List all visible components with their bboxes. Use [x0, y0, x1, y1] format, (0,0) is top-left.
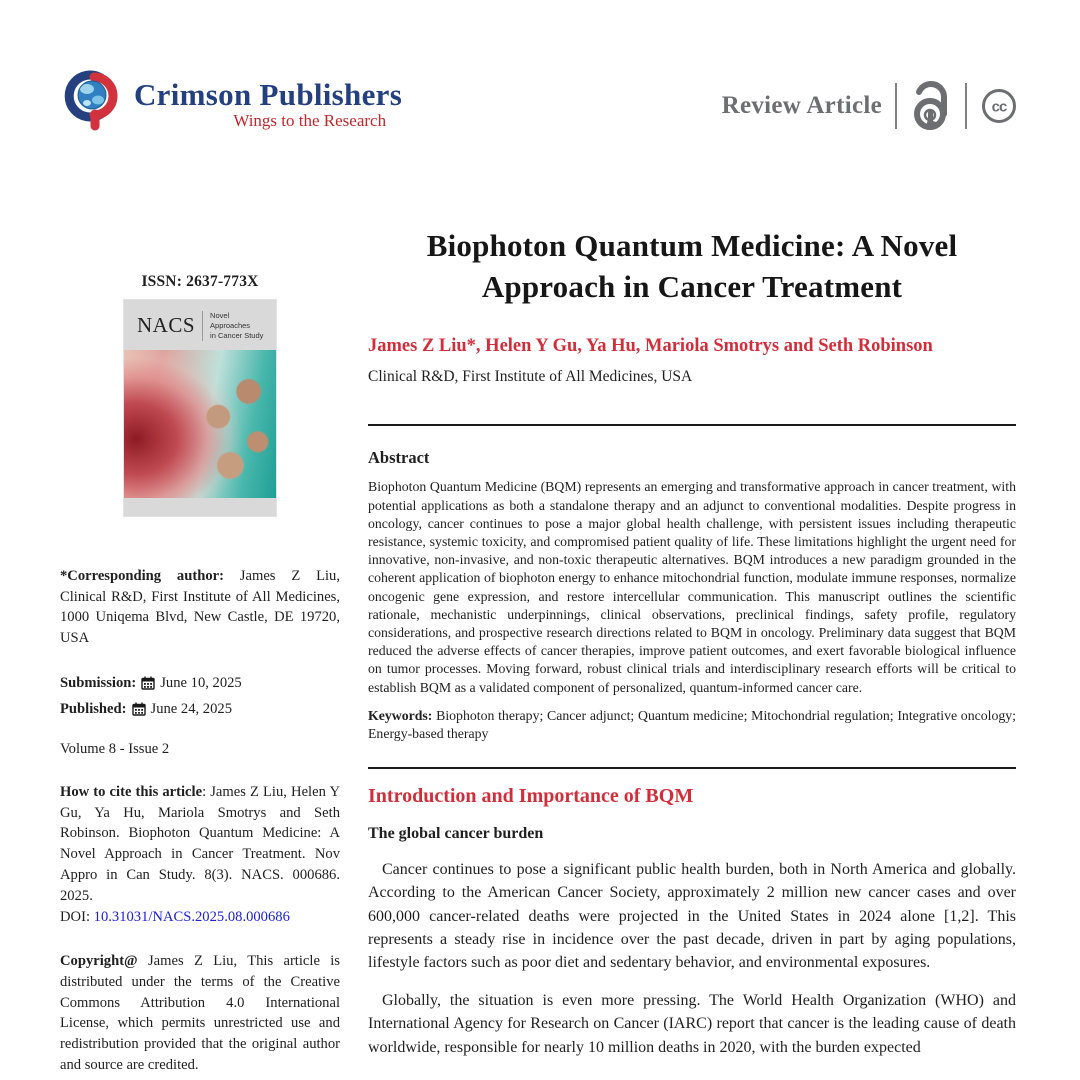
abstract-heading: Abstract	[368, 448, 430, 468]
publisher-tagline: Wings to the Research	[233, 111, 387, 131]
dates-block	[60, 673, 340, 719]
published-date: June 24, 2025	[150, 700, 232, 717]
keywords-label: Keywords:	[368, 707, 433, 723]
content-columns	[60, 225, 1016, 1075]
svg-text:cc: cc	[991, 98, 1007, 116]
publisher-name: Crimson Publishers	[134, 77, 403, 112]
intro-paragraph-1: Cancer continues to pose a significant public health burden, both in North America and globally. According to the American Cancer Society, approximately 2 million new cancer cases and over 600,000 cancer-related deaths were projected in the United States in 2024 alone [1,2]. This represents a steady rise in incidence over the past decade, driven in part by aging populations, lifestyle factors such as poor diet and sedentary behavior, and environmental exposures.	[368, 861, 1016, 972]
journal-cover-divider	[202, 311, 203, 341]
header-right	[722, 80, 1018, 132]
volume-issue: Volume 8 - Issue 2	[60, 741, 170, 758]
article-title: Biophoton Quantum Medicine: A Novel Approach in Cancer Treatment	[426, 228, 958, 305]
keywords-text: Biophoton therapy; Cancer adjunct; Quantum medicine; Mitochondrial regulation; Integrative oncology; Energy-based therapy	[368, 707, 1016, 742]
open-access-icon	[910, 80, 952, 132]
journal-cover-header	[124, 300, 276, 350]
article-affiliation: Clinical R&D, First Institute of All Medicines, USA	[368, 368, 693, 386]
article-type-label: Review Article	[721, 92, 882, 119]
publisher-logo	[60, 64, 402, 134]
published-label: Published:	[60, 700, 127, 717]
citation-block	[60, 782, 340, 906]
sidebar	[60, 225, 340, 1075]
issn-label: ISSN: 2637-773X	[141, 273, 259, 290]
copyright-text: James Z Liu, This article is distributed under the terms of the Creative Commons Attribution 4.0 International License, which permits unrestricted use and redistribution provided that the original author and source are credited.	[60, 953, 340, 1073]
corresponding-author-text: James Z Liu, Clinical R&D, First Institute of All Medicines, 1000 Uniqema Blvd, New Castle, DE 19720, USA	[60, 568, 340, 647]
corresponding-author-label: *Corresponding author:	[60, 568, 224, 584]
abstract-text: Biophoton Quantum Medicine (BQM) represents an emerging and transformative approach in cancer treatment, with potential applications as both a standalone therapy and an adjunct to conventional modalities. Despite progress in oncology, cancer continues to pose a major global health challenge, with persistent issues including therapeutic resistance, systemic toxicity, and compromised patient quality of life. These limitations highlight the urgent need for innovative, non-invasive, and non-toxic therapeutic alternatives. BQM introduces a new paradigm grounded in the coherent application of biophoton energy to enhance mitochondrial function, modulate immune responses, normalize oncogenic gene expression, and restore intercellular communication. This manuscript outlines the scientific rationale, mechanistic underpinnings, clinical observations, preclinical findings, safety profile, regulatory considerations, and prospective research directions related to BQM in oncology. Preliminary data suggest that BQM reduced the adverse effects of cancer therapies, improve patient outcomes, and exert favorable biological influence on tumor processes. Moving forward, robust clinical trials and interdisciplinary research efforts will be critical to establish BQM as a validated component of personalized, quantum-informed cancer care.	[368, 479, 1016, 695]
journal-abbreviation: NACS	[137, 313, 196, 338]
intro-paragraph-2: Globally, the situation is even more pressing. The World Health Organization (WHO) and International Agency for Research on Cancer (IARC) report that cancer is the leading cause of death worldwide, responsible for nearly 10 million deaths in 2020, with the burden expected	[368, 992, 1016, 1056]
article-authors: James Z Liu*, Helen Y Gu, Ya Hu, Mariola Smotrys and Seth Robinson	[368, 336, 933, 357]
header-divider	[895, 83, 897, 129]
citation-text: : James Z Liu, Helen Y Gu, Ya Hu, Mariola Smotrys and Seth Robinson. Biophoton Quantum Medicine: A Novel Approach in Cancer Treatment. Nov Appro in Can Study. 8(3). NACS. 000686. 2025.	[60, 784, 340, 904]
corresponding-author-block	[60, 566, 340, 649]
journal-cover-block	[118, 271, 282, 516]
journal-cover-footer	[124, 498, 276, 516]
intro-section-heading: Introduction and Importance of BQM	[368, 785, 694, 808]
calendar-icon	[141, 676, 155, 690]
copyright-label: Copyright@	[60, 953, 138, 970]
header-divider	[965, 83, 967, 129]
submission-line	[60, 673, 340, 694]
article-main	[368, 225, 1016, 1075]
journal-cover-image	[124, 350, 276, 498]
crimson-publishers-logo-icon	[60, 64, 126, 134]
section-rule	[368, 767, 1016, 769]
intro-subheading: The global cancer burden	[368, 825, 544, 843]
publisher-logo-text	[134, 64, 402, 131]
submission-label: Submission:	[60, 674, 137, 691]
keywords-block	[368, 707, 1016, 743]
creative-commons-icon	[980, 87, 1018, 125]
copyright-block	[60, 951, 340, 1075]
published-line	[60, 699, 340, 720]
journal-name: Novel Approaches in Cancer Study	[210, 311, 264, 340]
section-rule	[368, 424, 1016, 426]
journal-cover	[124, 300, 276, 516]
submission-date: June 10, 2025	[160, 674, 242, 691]
doi-line	[60, 907, 340, 928]
calendar-icon	[132, 702, 146, 716]
doi-label: DOI:	[60, 909, 94, 926]
doi-link[interactable]: 10.31031/NACS.2025.08.000686	[93, 909, 290, 926]
citation-label: How to cite this article	[60, 784, 203, 801]
